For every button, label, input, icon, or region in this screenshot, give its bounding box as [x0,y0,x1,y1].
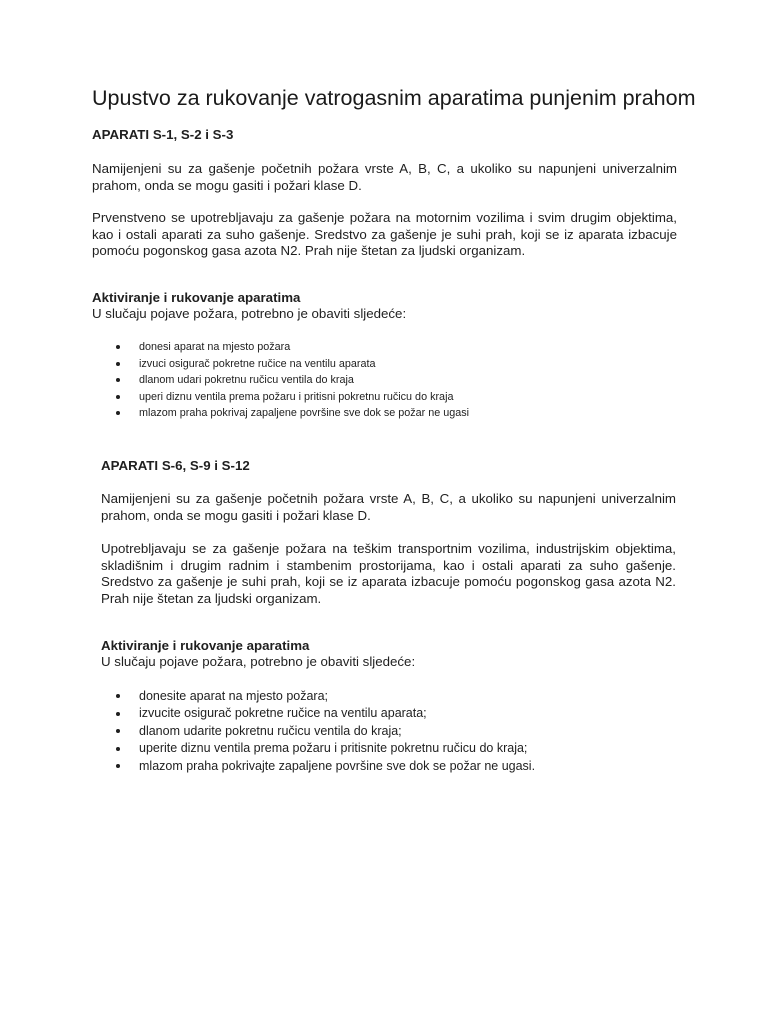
bullet-icon [116,395,120,399]
list-item [101,758,676,776]
section-s1-s3 [92,127,677,432]
bullet-icon [116,764,120,768]
list-item [92,389,677,406]
bullet-icon [116,747,120,751]
activation-heading: Aktiviranje i rukovanje aparatima [101,638,310,653]
list-item [101,740,676,758]
document-title: Upustvo za rukovanje vatrogasnim aparatima punjenim prahom [92,86,696,110]
bullet-icon [116,345,120,349]
activation-heading: Aktiviranje i rukovanje aparatima [92,289,301,305]
bullet-icon [116,362,120,366]
step-text: dlanom udarite pokretnu ručicu ventila do kraja; [139,723,402,738]
activation-intro: U slučaju pojave požara, potrebno je obaviti sljedeće: [101,654,416,669]
section-heading: APARATI S-1, S-2 i S-3 [92,127,234,142]
step-text: mlazom praha pokrivajte zapaljene površine sve dok se požar ne ugasi. [139,758,536,773]
list-item [92,405,677,422]
steps-list [92,339,677,422]
section-s6-s12 [101,458,676,788]
step-text: uperite diznu ventila prema požaru i pritisnite pokretnu ručicu do kraja; [139,741,528,755]
bullet-icon [116,378,120,382]
list-item [101,723,676,741]
activation-intro: U slučaju pojave požara, potrebno je obaviti sljedeće: [92,305,407,321]
step-text: donesite aparat na mjesto požara; [139,688,329,703]
bullet-icon [116,411,120,415]
bullet-icon [116,712,120,716]
section-paragraph: Namijenjeni su za gašenje početnih požara vrste A, B, C, a ukoliko su napunjeni univerzalnim prahom, onda se mogu gasiti i požari klase D. [101,491,676,523]
step-text: uperi diznu ventila prema požaru i pritisni pokretnu ručicu do kraja [139,390,454,403]
list-item [92,372,677,389]
list-item [92,356,677,373]
bullet-icon [116,729,120,733]
step-text: donesi aparat na mjesto požara [139,341,291,353]
list-item [92,339,677,356]
steps-list [101,688,676,776]
bullet-icon [116,694,120,698]
section-paragraph: Namijenjeni su za gašenje početnih požara vrste A, B, C, a ukoliko su napunjeni univerzalnim prahom, onda se mogu gasiti i požari klase D. [92,161,677,193]
section-paragraph: Upotrebljavaju se za gašenje požara na teškim transportnim vozilima, industrijskim objektima, skladišnim i drugim radnim i stambenim prostorijama, kao i ostali aparati za suho gašenje. Sredstvo za gašenje je suhi prah, koji se iz aparata izbacuje pomoću pogonskog gasa azota N2. Prah nije štetan za ljudski organizam. [101,541,676,606]
step-text: mlazom praha pokrivaj zapaljene površine sve dok se požar ne ugasi [139,407,470,419]
section-paragraph: Prvenstveno se upotrebljavaju za gašenje požara na motornim vozilima i svim drugim objektima, kao i ostali aparati za suho gašenje. Sredstvo za gašenje je suhi prah, koji se iz aparata izbacuje pomoću pogonskog gasa azota N2. Prah nije štetan za ljudski organizam. [92,210,677,258]
section-heading: APARATI S-6, S-9 i S-12 [101,458,250,473]
list-item [101,688,676,706]
step-text: dlanom udari pokretnu ručicu ventila do kraja [139,374,354,386]
list-item [101,705,676,723]
step-text: izvuci osigurač pokretne ručice na ventilu aparata [139,357,376,370]
step-text: izvucite osigurač pokretne ručice na ventilu aparata; [139,706,427,720]
